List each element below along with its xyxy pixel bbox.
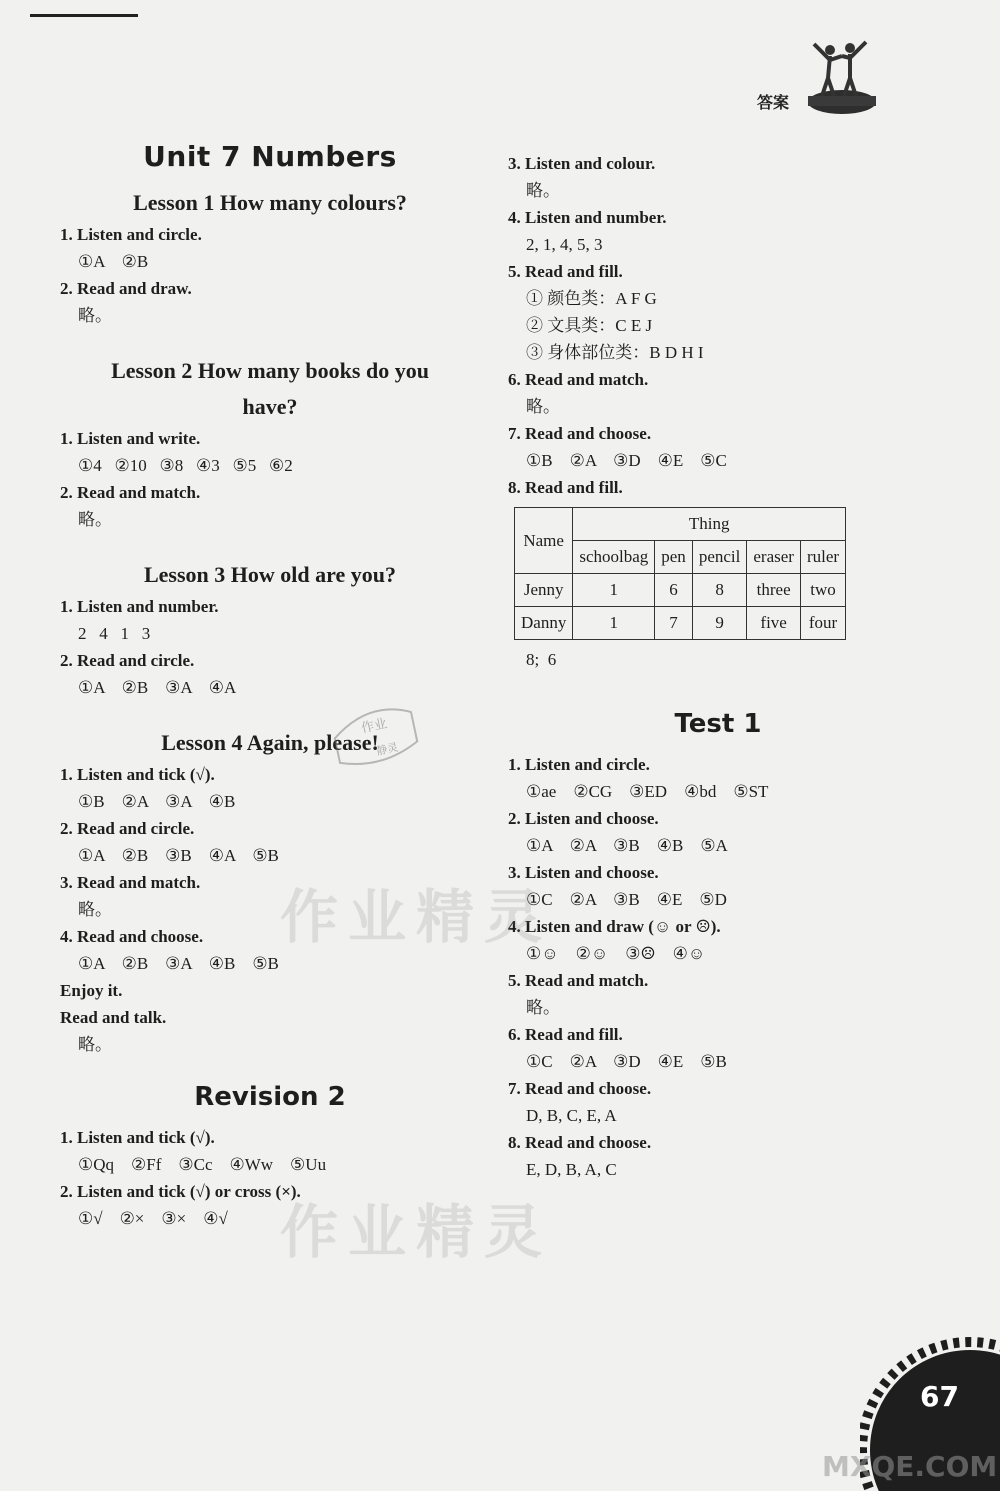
answer: ③ 身体部位类：B D H I <box>526 343 704 362</box>
answer: ①Qq ②Ff ③Cc ④Ww ⑤Uu <box>78 1155 327 1174</box>
watermark: 作业精灵 <box>280 883 553 951</box>
table-column-header: eraser <box>747 541 801 574</box>
header-label: 答案 <box>757 93 790 112</box>
answer: ①A ②B ③B ④A ⑤B <box>78 846 279 865</box>
answer: 略。 <box>526 181 560 200</box>
table-cell: two <box>800 574 845 607</box>
table-cell: 6 <box>655 574 693 607</box>
answer: ①C ②A ③D ④E ⑤B <box>526 1052 727 1071</box>
page-number: 67 <box>920 1380 959 1413</box>
question: 5. Read and fill. <box>508 262 623 281</box>
table-cell-name: Danny <box>515 607 573 640</box>
question: 2. Listen and choose. <box>508 809 659 828</box>
table-cell-name: Jenny <box>515 574 573 607</box>
table-cell: four <box>800 607 845 640</box>
right-column <box>508 150 928 1183</box>
question: 1. Listen and circle. <box>60 225 202 244</box>
question: 1. Listen and circle. <box>508 755 650 774</box>
answer: 略。 <box>526 397 560 416</box>
answer: ①A ②A ③B ④B ⑤A <box>526 836 728 855</box>
site-watermark: MXQE.COM <box>822 1450 998 1483</box>
question: 1. Listen and tick (√). <box>60 765 215 784</box>
answer: 2, 1, 4, 5, 3 <box>526 235 603 254</box>
unit-title: Unit 7 Numbers <box>143 140 397 173</box>
table-row <box>515 574 846 607</box>
top-rule <box>30 14 138 17</box>
answer: ①B ②A ③A ④B <box>78 792 236 811</box>
table-column-header: pencil <box>692 541 747 574</box>
question: Enjoy it. <box>60 981 123 1000</box>
question: 2. Read and circle. <box>60 819 195 838</box>
question: 8. Read and choose. <box>508 1133 652 1152</box>
question: 4. Listen and draw (☺ or ☹). <box>508 917 721 936</box>
lesson4-title: Lesson 4 Again, please! <box>161 730 379 755</box>
lesson2-title: Lesson 2 How many books do you <box>111 358 429 383</box>
table-cell: 7 <box>655 607 693 640</box>
answer: ①A ②B <box>78 252 149 271</box>
answer: E, D, B, A, C <box>526 1160 617 1179</box>
table-row <box>515 607 846 640</box>
logo-figures-icon <box>800 38 880 118</box>
table-cell: 8 <box>692 574 747 607</box>
question: 7. Read and choose. <box>508 1079 652 1098</box>
question: 1. Listen and write. <box>60 429 201 448</box>
answer: ①B ②A ③D ④E ⑤C <box>526 451 727 470</box>
table-column-header: pen <box>655 541 693 574</box>
lesson3-title: Lesson 3 How old are you? <box>143 562 396 587</box>
table-header-thing: Thing <box>573 508 846 541</box>
question: 2. Read and match. <box>60 483 201 502</box>
table-column-header: schoolbag <box>573 541 655 574</box>
stamp-text: 作业 <box>359 716 389 737</box>
question: 4. Listen and number. <box>508 208 667 227</box>
answer: ① 颜色类：A F G <box>526 289 657 308</box>
test-title: Test 1 <box>674 709 762 739</box>
lesson2-title-line2: have? <box>242 394 298 419</box>
answer: ② 文具类：C E J <box>526 316 653 335</box>
table-cell: 1 <box>573 574 655 607</box>
lesson1-title: Lesson 1 How many colours? <box>133 190 407 215</box>
question: 6. Read and match. <box>508 370 649 389</box>
answer: ①ae ②CG ③ED ④bd ⑤ST <box>526 782 769 801</box>
table-column-header: ruler <box>800 541 845 574</box>
answer: ①C ②A ③B ④E ⑤D <box>526 890 727 909</box>
things-table <box>514 507 846 640</box>
answer: 略。 <box>78 900 112 919</box>
question: 8. Read and fill. <box>508 478 623 497</box>
answer: 8; 6 <box>526 650 557 669</box>
answer: 略。 <box>78 306 112 325</box>
answer: ①A ②B ③A ④B ⑤B <box>78 954 279 973</box>
question: 1. Listen and tick (√). <box>60 1128 215 1147</box>
table-cell: 9 <box>692 607 747 640</box>
answer: ①A ②B ③A ④A <box>78 678 237 697</box>
question: 3. Listen and choose. <box>508 863 659 882</box>
question: 2. Read and draw. <box>60 279 192 298</box>
table-header-name: Name <box>515 508 573 574</box>
answer: 2 4 1 3 <box>78 624 151 643</box>
answer: D, B, C, E, A <box>526 1106 617 1125</box>
answer: 略。 <box>78 510 112 529</box>
question: 7. Read and choose. <box>508 424 652 443</box>
question: 5. Read and match. <box>508 971 649 990</box>
question: 3. Read and match. <box>60 873 201 892</box>
question: 1. Listen and number. <box>60 597 219 616</box>
left-column <box>60 140 480 1232</box>
question: 2. Read and circle. <box>60 651 195 670</box>
revision-title: Revision 2 <box>194 1082 346 1112</box>
question: 6. Read and fill. <box>508 1025 623 1044</box>
question: 4. Read and choose. <box>60 927 204 946</box>
stamp-sub: 静灵 <box>375 740 400 758</box>
answer: ①☺ ②☺ ③☹ ④☺ <box>526 944 706 963</box>
answer: ①4 ②10 ③8 ④3 ⑤5 ⑥2 <box>78 456 293 475</box>
table-cell: five <box>747 607 801 640</box>
question: 3. Listen and colour. <box>508 154 656 173</box>
question: Read and talk. <box>60 1008 167 1027</box>
question: 2. Listen and tick (√) or cross (×). <box>60 1182 301 1201</box>
answer: 略。 <box>526 998 560 1017</box>
table-cell: 1 <box>573 607 655 640</box>
watermark: 作业精灵 <box>280 1198 553 1266</box>
answer: ①√ ②× ③× ④√ <box>78 1209 228 1228</box>
answer: 略。 <box>78 1035 112 1054</box>
table-cell: three <box>747 574 801 607</box>
